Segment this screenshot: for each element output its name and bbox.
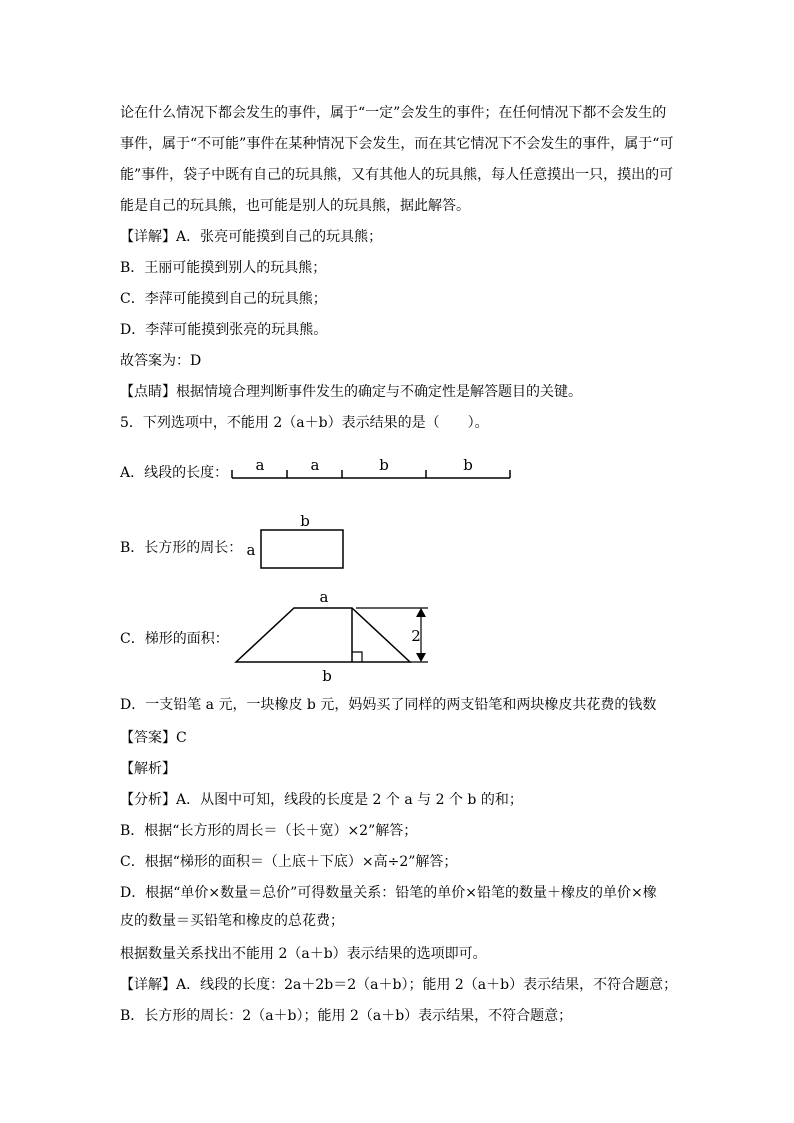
text-line: 能是自己的玩具熊，也可能是别人的玩具熊，据此解答。	[120, 198, 470, 214]
analysis-line: 皮的数量＝买铅笔和橡皮的总花费；	[120, 913, 344, 929]
analysis-line: 根据数量关系找出不能用 2（a＋b）表示结果的选项即可。	[120, 946, 487, 962]
segment-label-a2: a	[310, 456, 320, 474]
option-b-label: B．长方形的周长：	[120, 540, 243, 556]
analysis-heading: 【解析】	[120, 761, 176, 777]
rectangle-shape	[261, 530, 343, 568]
right-angle-mark	[352, 652, 362, 662]
trapezoid-height-label: 2	[411, 627, 421, 645]
key-point-line: 【点睛】根据情境合理判断事件发生的确定与不确定性是解答题目的关键。	[120, 384, 582, 400]
segment-label-b1: b	[379, 456, 389, 474]
trapezoid-figure	[230, 586, 440, 686]
segment-label-a1: a	[255, 456, 265, 474]
text-line: 能”事件，袋子中既有自己的玩具熊，又有其他人的玩具熊，每人任意摸出一只，摸出的可	[120, 167, 674, 183]
text-line: C．李萍可能摸到自己的玩具熊；	[120, 291, 327, 307]
trapezoid-top-label: a	[319, 588, 329, 606]
text-line: 事件，属于“不可能”事件在某种情况下会发生，而在其它情况下不会发生的事件，属于“可	[120, 136, 674, 152]
detail-heading-line: 【详解】A．张亮可能摸到自己的玩具熊；	[120, 229, 383, 245]
text-line: B．王丽可能摸到别人的玩具熊；	[120, 260, 327, 276]
answer-line: 【答案】C	[120, 730, 187, 746]
question-stem: 5．下列选项中，不能用 2（a＋b）表示结果的是（ ）。	[120, 415, 489, 431]
text-line: D．李萍可能摸到张亮的玩具熊。	[120, 322, 328, 338]
rectangle-figure	[240, 510, 350, 572]
answer-line: 故答案为：D	[120, 353, 202, 369]
option-c-label: C．梯形的面积：	[120, 631, 229, 647]
segment-figure	[226, 450, 516, 490]
text-line: 论在什么情况下都会发生的事件，属于“一定”会发生的事件；在任何情况下都不会发生的	[120, 105, 667, 121]
option-a-label: A．线段的长度：	[120, 465, 229, 481]
rectangle-side-label: a	[246, 541, 256, 559]
analysis-line: 【分析】A．从图中可知，线段的长度是 2 个 a 与 2 个 b 的和；	[120, 792, 523, 808]
detail-line: 【详解】A．线段的长度：2a＋2b＝2（a＋b）；能用 2（a＋b）表示结果，不符合题意；	[120, 977, 678, 993]
trapezoid-bottom-label: b	[322, 667, 332, 685]
segment-label-b2: b	[463, 456, 473, 474]
rectangle-top-label: b	[300, 512, 310, 530]
option-d-text: D．一支铅笔 a 元，一块橡皮 b 元，妈妈买了同样的两支铅笔和两块橡皮共花费的钱数	[120, 697, 657, 713]
arrow-up-icon	[416, 608, 426, 617]
trapezoid-shape	[236, 608, 410, 662]
analysis-line: C．根据“梯形的面积＝（上底＋下底）×高÷2”解答；	[120, 854, 458, 870]
analysis-line: B．根据“长方形的周长＝（长＋宽）×2”解答；	[120, 823, 418, 839]
analysis-line: D．根据“单价×数量＝总价”可得数量关系：铅笔的单价×铅笔的数量＋橡皮的单价×橡	[120, 885, 657, 901]
arrow-down-icon	[416, 653, 426, 662]
detail-line: B．长方形的周长：2（a＋b）；能用 2（a＋b）表示结果，不符合题意；	[120, 1008, 573, 1024]
